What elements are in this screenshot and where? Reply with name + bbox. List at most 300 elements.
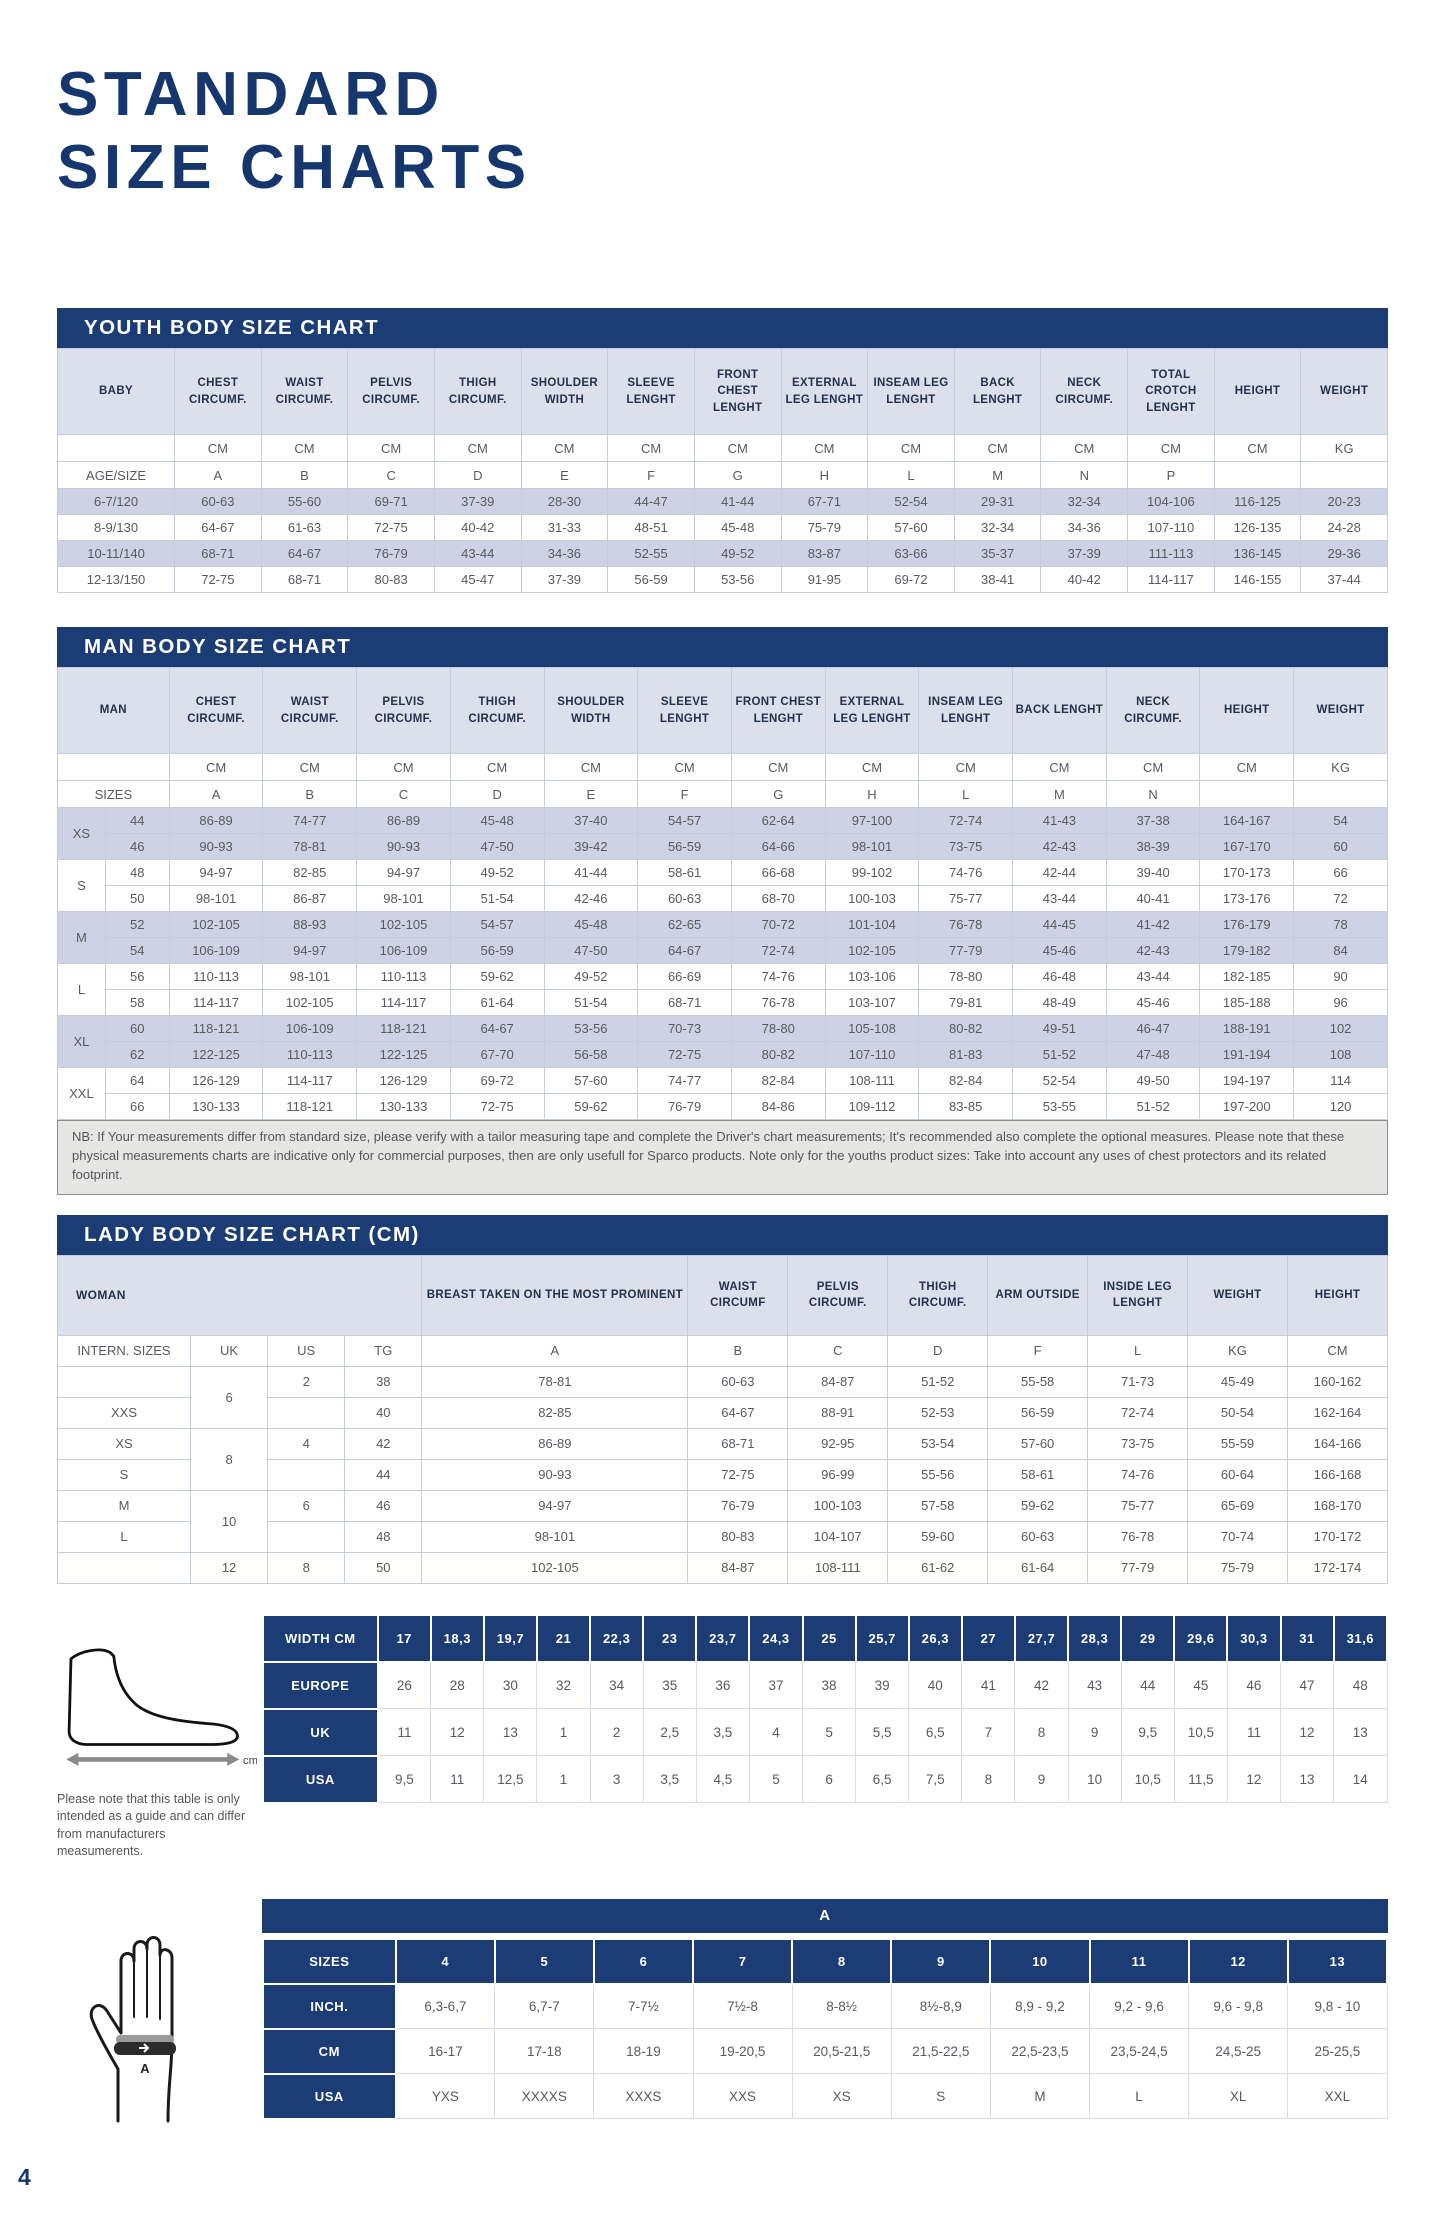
- lady-size-table: [57, 1255, 1388, 1584]
- cell: KG: [1301, 435, 1388, 462]
- cell: 34: [590, 1662, 643, 1709]
- cell: CM: [608, 435, 695, 462]
- header-cell: WEIGHT: [1301, 349, 1388, 435]
- cell: 51-54: [544, 990, 638, 1016]
- cell: 10: [191, 1490, 268, 1552]
- cell: 6,5: [856, 1756, 909, 1803]
- cell: 45-48: [544, 912, 638, 938]
- cell: 45-48: [450, 808, 544, 834]
- cell: 5: [803, 1709, 856, 1756]
- cell: 34-36: [521, 541, 608, 567]
- cell: 74-76: [1088, 1459, 1188, 1490]
- cell: 106-109: [169, 938, 263, 964]
- cell: 146-155: [1214, 567, 1301, 593]
- shoe-illustration-block: [57, 1614, 262, 1861]
- table-row: [58, 781, 1388, 808]
- table-row: [58, 1366, 1388, 1397]
- cell: 79-81: [919, 990, 1013, 1016]
- table-row: [58, 1428, 1388, 1459]
- cell: 1: [537, 1756, 590, 1803]
- cell: 109-112: [825, 1094, 919, 1120]
- cell: 42: [1015, 1662, 1068, 1709]
- cell: 98-101: [422, 1521, 688, 1552]
- cell: 20,5-21,5: [792, 2029, 891, 2074]
- cell: 102-105: [422, 1552, 688, 1583]
- table-row: [263, 1756, 1387, 1803]
- cell: CM: [1128, 435, 1215, 462]
- cell: 46-48: [1013, 964, 1107, 990]
- cell: B: [261, 462, 348, 489]
- cell: 41: [962, 1662, 1015, 1709]
- cell: 60-63: [988, 1521, 1088, 1552]
- cell: 4: [268, 1428, 345, 1459]
- cell: 45: [1174, 1662, 1227, 1709]
- cell: 66-69: [638, 964, 732, 990]
- cell: 64: [105, 1068, 169, 1094]
- lady-chart-title: LADY BODY SIZE CHART (CM): [57, 1215, 1388, 1255]
- cell: 46: [1227, 1662, 1280, 1709]
- cell: 47-50: [450, 834, 544, 860]
- cell: 162-164: [1288, 1397, 1388, 1428]
- cell: 29-36: [1301, 541, 1388, 567]
- header-cell: INSEAM LEG LENGHT: [919, 668, 1013, 754]
- cell: N: [1106, 781, 1200, 808]
- table-row: [58, 1552, 1388, 1583]
- cell: 8-8½: [792, 1984, 891, 2029]
- cell: 176-179: [1200, 912, 1294, 938]
- header-cell: 31: [1281, 1615, 1334, 1662]
- cell: [1200, 781, 1294, 808]
- cell: A: [175, 462, 262, 489]
- cell: 37-38: [1106, 808, 1200, 834]
- cell: L: [868, 462, 955, 489]
- cell: 114-117: [169, 990, 263, 1016]
- cell: 72-74: [731, 938, 825, 964]
- cell: 8,9 - 9,2: [990, 1984, 1089, 2029]
- cell: 40-42: [434, 515, 521, 541]
- cell: 55-59: [1188, 1428, 1288, 1459]
- header-cell: 31,6: [1334, 1615, 1387, 1662]
- header-cell: 23,7: [696, 1615, 749, 1662]
- man-chart-section: [57, 627, 1388, 1195]
- header-cell: THIGH CIRCUMF.: [888, 1255, 988, 1335]
- cell: 107-110: [1128, 515, 1215, 541]
- cell: 64-67: [688, 1397, 788, 1428]
- cell: 122-125: [169, 1042, 263, 1068]
- cell: 77-79: [919, 938, 1013, 964]
- cell: 98-101: [263, 964, 357, 990]
- cell: 72-75: [348, 515, 435, 541]
- cell: 160-162: [1288, 1366, 1388, 1397]
- cell: XS: [58, 808, 106, 860]
- cell: 90-93: [357, 834, 451, 860]
- cell: 118-121: [263, 1094, 357, 1120]
- cell: 18-19: [594, 2029, 693, 2074]
- header-cell: 8: [792, 1939, 891, 1984]
- cell: 62-65: [638, 912, 732, 938]
- cell: 122-125: [357, 1042, 451, 1068]
- cell: 98-101: [357, 886, 451, 912]
- cell: 11: [1227, 1709, 1280, 1756]
- cell: 2,5: [643, 1709, 696, 1756]
- header-cell: 25,7: [856, 1615, 909, 1662]
- cell: INTERN. SIZES: [58, 1335, 191, 1366]
- cell: 130-133: [357, 1094, 451, 1120]
- cell: 72-74: [1088, 1397, 1188, 1428]
- cell: 3: [590, 1756, 643, 1803]
- cell: 8: [191, 1428, 268, 1490]
- cell: KG: [1188, 1335, 1288, 1366]
- cell: 53-55: [1013, 1094, 1107, 1120]
- cell: 40: [345, 1397, 422, 1428]
- cell: S: [891, 2074, 990, 2119]
- cell: CM: [638, 754, 732, 781]
- header-cell: NECK CIRCUMF.: [1041, 349, 1128, 435]
- cell: 59-62: [544, 1094, 638, 1120]
- cell: 34-36: [1041, 515, 1128, 541]
- cell: 56-59: [638, 834, 732, 860]
- cell: 58: [105, 990, 169, 1016]
- cell: L: [1090, 2074, 1189, 2119]
- cell: 47-48: [1106, 1042, 1200, 1068]
- cell: 41-42: [1106, 912, 1200, 938]
- table-row: [58, 860, 1388, 886]
- table-row: [58, 1094, 1388, 1120]
- table-row: [58, 541, 1388, 567]
- cell: CM: [169, 754, 263, 781]
- cell: 64-67: [261, 541, 348, 567]
- cell: 54-57: [638, 808, 732, 834]
- cell: 77-79: [1088, 1552, 1188, 1583]
- cell: 48-49: [1013, 990, 1107, 1016]
- youth-chart-section: [57, 308, 1388, 593]
- cell: 44: [1121, 1662, 1174, 1709]
- cell: 9,2 - 9,6: [1090, 1984, 1189, 2029]
- cell: 86-87: [263, 886, 357, 912]
- cell: 40: [909, 1662, 962, 1709]
- cell: 61-62: [888, 1552, 988, 1583]
- cell: 45-48: [694, 515, 781, 541]
- cell: 188-191: [1200, 1016, 1294, 1042]
- shoe-size-block: [57, 1614, 1388, 1861]
- cell: 78: [1294, 912, 1388, 938]
- cell: 51-52: [888, 1366, 988, 1397]
- cell: 37: [749, 1662, 802, 1709]
- cell: 84-87: [688, 1552, 788, 1583]
- cell: 78-81: [263, 834, 357, 860]
- cell: 47-50: [544, 938, 638, 964]
- header-cell: 23: [643, 1615, 696, 1662]
- cell: CM: [1288, 1335, 1388, 1366]
- cell: 114-117: [357, 990, 451, 1016]
- cell: 10: [1068, 1756, 1121, 1803]
- cell: 41-43: [1013, 808, 1107, 834]
- header-cell: EXTERNAL LEG LENGHT: [781, 349, 868, 435]
- header-cell: PELVIS CIRCUMF.: [788, 1255, 888, 1335]
- cell: CM: [434, 435, 521, 462]
- header-cell: INSIDE LEG LENGHT: [1088, 1255, 1188, 1335]
- header-cell: 27,7: [1015, 1615, 1068, 1662]
- cell: 80-82: [731, 1042, 825, 1068]
- cell: F: [988, 1335, 1088, 1366]
- cell: 86-89: [357, 808, 451, 834]
- cell: 110-113: [357, 964, 451, 990]
- cell: 4,5: [696, 1756, 749, 1803]
- cell: 94-97: [357, 860, 451, 886]
- cell: [58, 435, 175, 462]
- cell: 90-93: [422, 1459, 688, 1490]
- cell: 71-73: [1088, 1366, 1188, 1397]
- cell: 9,6 - 9,8: [1189, 1984, 1288, 2029]
- cell: 11: [431, 1756, 484, 1803]
- cell: 173-176: [1200, 886, 1294, 912]
- cell: 82-85: [422, 1397, 688, 1428]
- cell: 9,8 - 10: [1288, 1984, 1387, 2029]
- cell: CM: [731, 754, 825, 781]
- cell: 98-101: [169, 886, 263, 912]
- cell: 13: [1281, 1756, 1334, 1803]
- page-title-line1: STANDARD: [57, 60, 445, 129]
- cell: 37-39: [1041, 541, 1128, 567]
- cell: 13: [484, 1709, 537, 1756]
- header-cell: PELVIS CIRCUMF.: [348, 349, 435, 435]
- table-row: [263, 2029, 1387, 2074]
- cell: 172-174: [1288, 1552, 1388, 1583]
- cell: 114-117: [263, 1068, 357, 1094]
- table-row: [58, 1016, 1388, 1042]
- cell: 103-106: [825, 964, 919, 990]
- cell: 37-39: [434, 489, 521, 515]
- cell: 5,5: [856, 1709, 909, 1756]
- cell: 72-75: [688, 1459, 788, 1490]
- cell: H: [781, 462, 868, 489]
- cell: XL: [58, 1016, 106, 1068]
- cell: P: [1128, 462, 1215, 489]
- page-title: [57, 58, 1388, 204]
- cell: 166-168: [1288, 1459, 1388, 1490]
- cell: 69-71: [348, 489, 435, 515]
- shoe-icon: [57, 1618, 257, 1778]
- cell: 45-49: [1188, 1366, 1288, 1397]
- cell: 55-60: [261, 489, 348, 515]
- table-row: [58, 515, 1388, 541]
- cell: [58, 1552, 191, 1583]
- cell: 97-100: [825, 808, 919, 834]
- cell: 49-52: [450, 860, 544, 886]
- cell: C: [357, 781, 451, 808]
- cell: 55-58: [988, 1366, 1088, 1397]
- table-row: [263, 2074, 1387, 2119]
- header-cell: HEIGHT: [1288, 1255, 1388, 1335]
- cell: 42-43: [1013, 834, 1107, 860]
- cell: 80-83: [688, 1521, 788, 1552]
- cell: 68-71: [688, 1428, 788, 1459]
- header-cell: 27: [962, 1615, 1015, 1662]
- header-cell: 13: [1288, 1939, 1387, 1984]
- cell: 126-129: [169, 1068, 263, 1094]
- cell: 46: [105, 834, 169, 860]
- cell: 194-197: [1200, 1068, 1294, 1094]
- cell: 57-60: [988, 1428, 1088, 1459]
- cell: 6: [191, 1366, 268, 1428]
- cell: CM: [357, 754, 451, 781]
- cell: 42-46: [544, 886, 638, 912]
- page: [0, 58, 1445, 2129]
- cell: 24,5-25: [1189, 2029, 1288, 2074]
- cell: 50: [345, 1552, 422, 1583]
- cell: 6,3-6,7: [396, 1984, 495, 2029]
- header-cell: 17: [378, 1615, 431, 1662]
- cell: 38: [803, 1662, 856, 1709]
- cell: 31-33: [521, 515, 608, 541]
- cell: XXXS: [594, 2074, 693, 2119]
- cell: 38: [345, 1366, 422, 1397]
- cm-arrow-label: cm: [243, 1754, 257, 1767]
- cell: G: [694, 462, 781, 489]
- cell: 10,5: [1121, 1756, 1174, 1803]
- header-cell: FRONT CHEST LENGHT: [731, 668, 825, 754]
- table-row: [58, 489, 1388, 515]
- cell: [268, 1459, 345, 1490]
- cell: 82-84: [919, 1068, 1013, 1094]
- header-cell: TOTAL CROTCH LENGHT: [1128, 349, 1215, 435]
- cell: 7-7½: [594, 1984, 693, 2029]
- header-cell: USA: [263, 2074, 396, 2119]
- header-cell: THIGH CIRCUMF.: [450, 668, 544, 754]
- cell: 45-47: [434, 567, 521, 593]
- youth-size-table: [57, 348, 1388, 593]
- header-cell: INSEAM LEG LENGHT: [868, 349, 955, 435]
- cell: 102-105: [825, 938, 919, 964]
- header-cell: SIZES: [263, 1939, 396, 1984]
- cell: 70-72: [731, 912, 825, 938]
- cell: 76-78: [731, 990, 825, 1016]
- cell: [58, 754, 170, 781]
- cell: 70-73: [638, 1016, 732, 1042]
- cell: CM: [694, 435, 781, 462]
- cell: 64-67: [175, 515, 262, 541]
- cell: 61-64: [988, 1552, 1088, 1583]
- cell: 9,5: [378, 1756, 431, 1803]
- cell: 108-111: [788, 1552, 888, 1583]
- cell: XS: [58, 1428, 191, 1459]
- cell: 86-89: [169, 808, 263, 834]
- cell: 78-80: [731, 1016, 825, 1042]
- cell: CM: [1013, 754, 1107, 781]
- cell: 39-40: [1106, 860, 1200, 886]
- cell: 90: [1294, 964, 1388, 990]
- cell: 52-54: [868, 489, 955, 515]
- cell: 130-133: [169, 1094, 263, 1120]
- hand-icon: [71, 1909, 221, 2124]
- cell: 12: [1281, 1709, 1334, 1756]
- cell: 8½-8,9: [891, 1984, 990, 2029]
- cell: 68-70: [731, 886, 825, 912]
- cell: 62-64: [731, 808, 825, 834]
- cell: S: [58, 860, 106, 912]
- cell: 26: [378, 1662, 431, 1709]
- cell: 80-82: [919, 1016, 1013, 1042]
- cell: 99-102: [825, 860, 919, 886]
- table-row: [58, 1042, 1388, 1068]
- cell: 70-74: [1188, 1521, 1288, 1552]
- cell: 104-106: [1128, 489, 1215, 515]
- cell: 50: [105, 886, 169, 912]
- cell: 25-25,5: [1288, 2029, 1387, 2074]
- cell: 42-43: [1106, 938, 1200, 964]
- cell: 49-52: [694, 541, 781, 567]
- cell: XXL: [58, 1068, 106, 1120]
- cell: AGE/SIZE: [58, 462, 175, 489]
- cell: 44-47: [608, 489, 695, 515]
- cell: 53-54: [888, 1428, 988, 1459]
- table-row: [58, 912, 1388, 938]
- cell: 43-44: [434, 541, 521, 567]
- cell: 126-129: [357, 1068, 451, 1094]
- cell: 108: [1294, 1042, 1388, 1068]
- cell: 56-59: [450, 938, 544, 964]
- cell: 69-72: [868, 567, 955, 593]
- cell: 72-75: [638, 1042, 732, 1068]
- cell: 76-79: [348, 541, 435, 567]
- cell: 32: [537, 1662, 590, 1709]
- cell: XXL: [1288, 2074, 1387, 2119]
- table-row: [58, 1335, 1388, 1366]
- cell: M: [58, 1490, 191, 1521]
- cell: 44: [105, 808, 169, 834]
- cell: 168-170: [1288, 1490, 1388, 1521]
- cell: 74-76: [919, 860, 1013, 886]
- cell: 76-78: [919, 912, 1013, 938]
- cell: M: [954, 462, 1041, 489]
- header-cell: 18,3: [431, 1615, 484, 1662]
- cell: 102-105: [169, 912, 263, 938]
- cell: CM: [348, 435, 435, 462]
- cell: XXS: [693, 2074, 792, 2119]
- cell: 164-166: [1288, 1428, 1388, 1459]
- header-cell: EUROPE: [263, 1662, 378, 1709]
- cell: CM: [868, 435, 955, 462]
- cell: 20-23: [1301, 489, 1388, 515]
- cell: 126-135: [1214, 515, 1301, 541]
- header-cell: WOMAN: [58, 1255, 422, 1335]
- cell: CM: [450, 754, 544, 781]
- cell: 91-95: [781, 567, 868, 593]
- header-cell: 9: [891, 1939, 990, 1984]
- cell: 52: [105, 912, 169, 938]
- cell: 60-63: [638, 886, 732, 912]
- table-row: [58, 754, 1388, 781]
- cell: 60-63: [175, 489, 262, 515]
- cell: 6: [268, 1490, 345, 1521]
- cell: CM: [919, 754, 1013, 781]
- header-cell: 10: [990, 1939, 1089, 1984]
- cell: 9,5: [1121, 1709, 1174, 1756]
- cell: C: [788, 1335, 888, 1366]
- table-row: [58, 808, 1388, 834]
- cell: XXS: [58, 1397, 191, 1428]
- header-cell: 25: [803, 1615, 856, 1662]
- cell: 105-108: [825, 1016, 919, 1042]
- cell: 9: [1015, 1756, 1068, 1803]
- cell: 42: [345, 1428, 422, 1459]
- youth-chart-title: YOUTH BODY SIZE CHART: [57, 308, 1388, 348]
- cell: 54-57: [450, 912, 544, 938]
- cell: 59-62: [450, 964, 544, 990]
- cell: 39: [856, 1662, 909, 1709]
- cell: 7,5: [909, 1756, 962, 1803]
- header-cell: 29: [1121, 1615, 1174, 1662]
